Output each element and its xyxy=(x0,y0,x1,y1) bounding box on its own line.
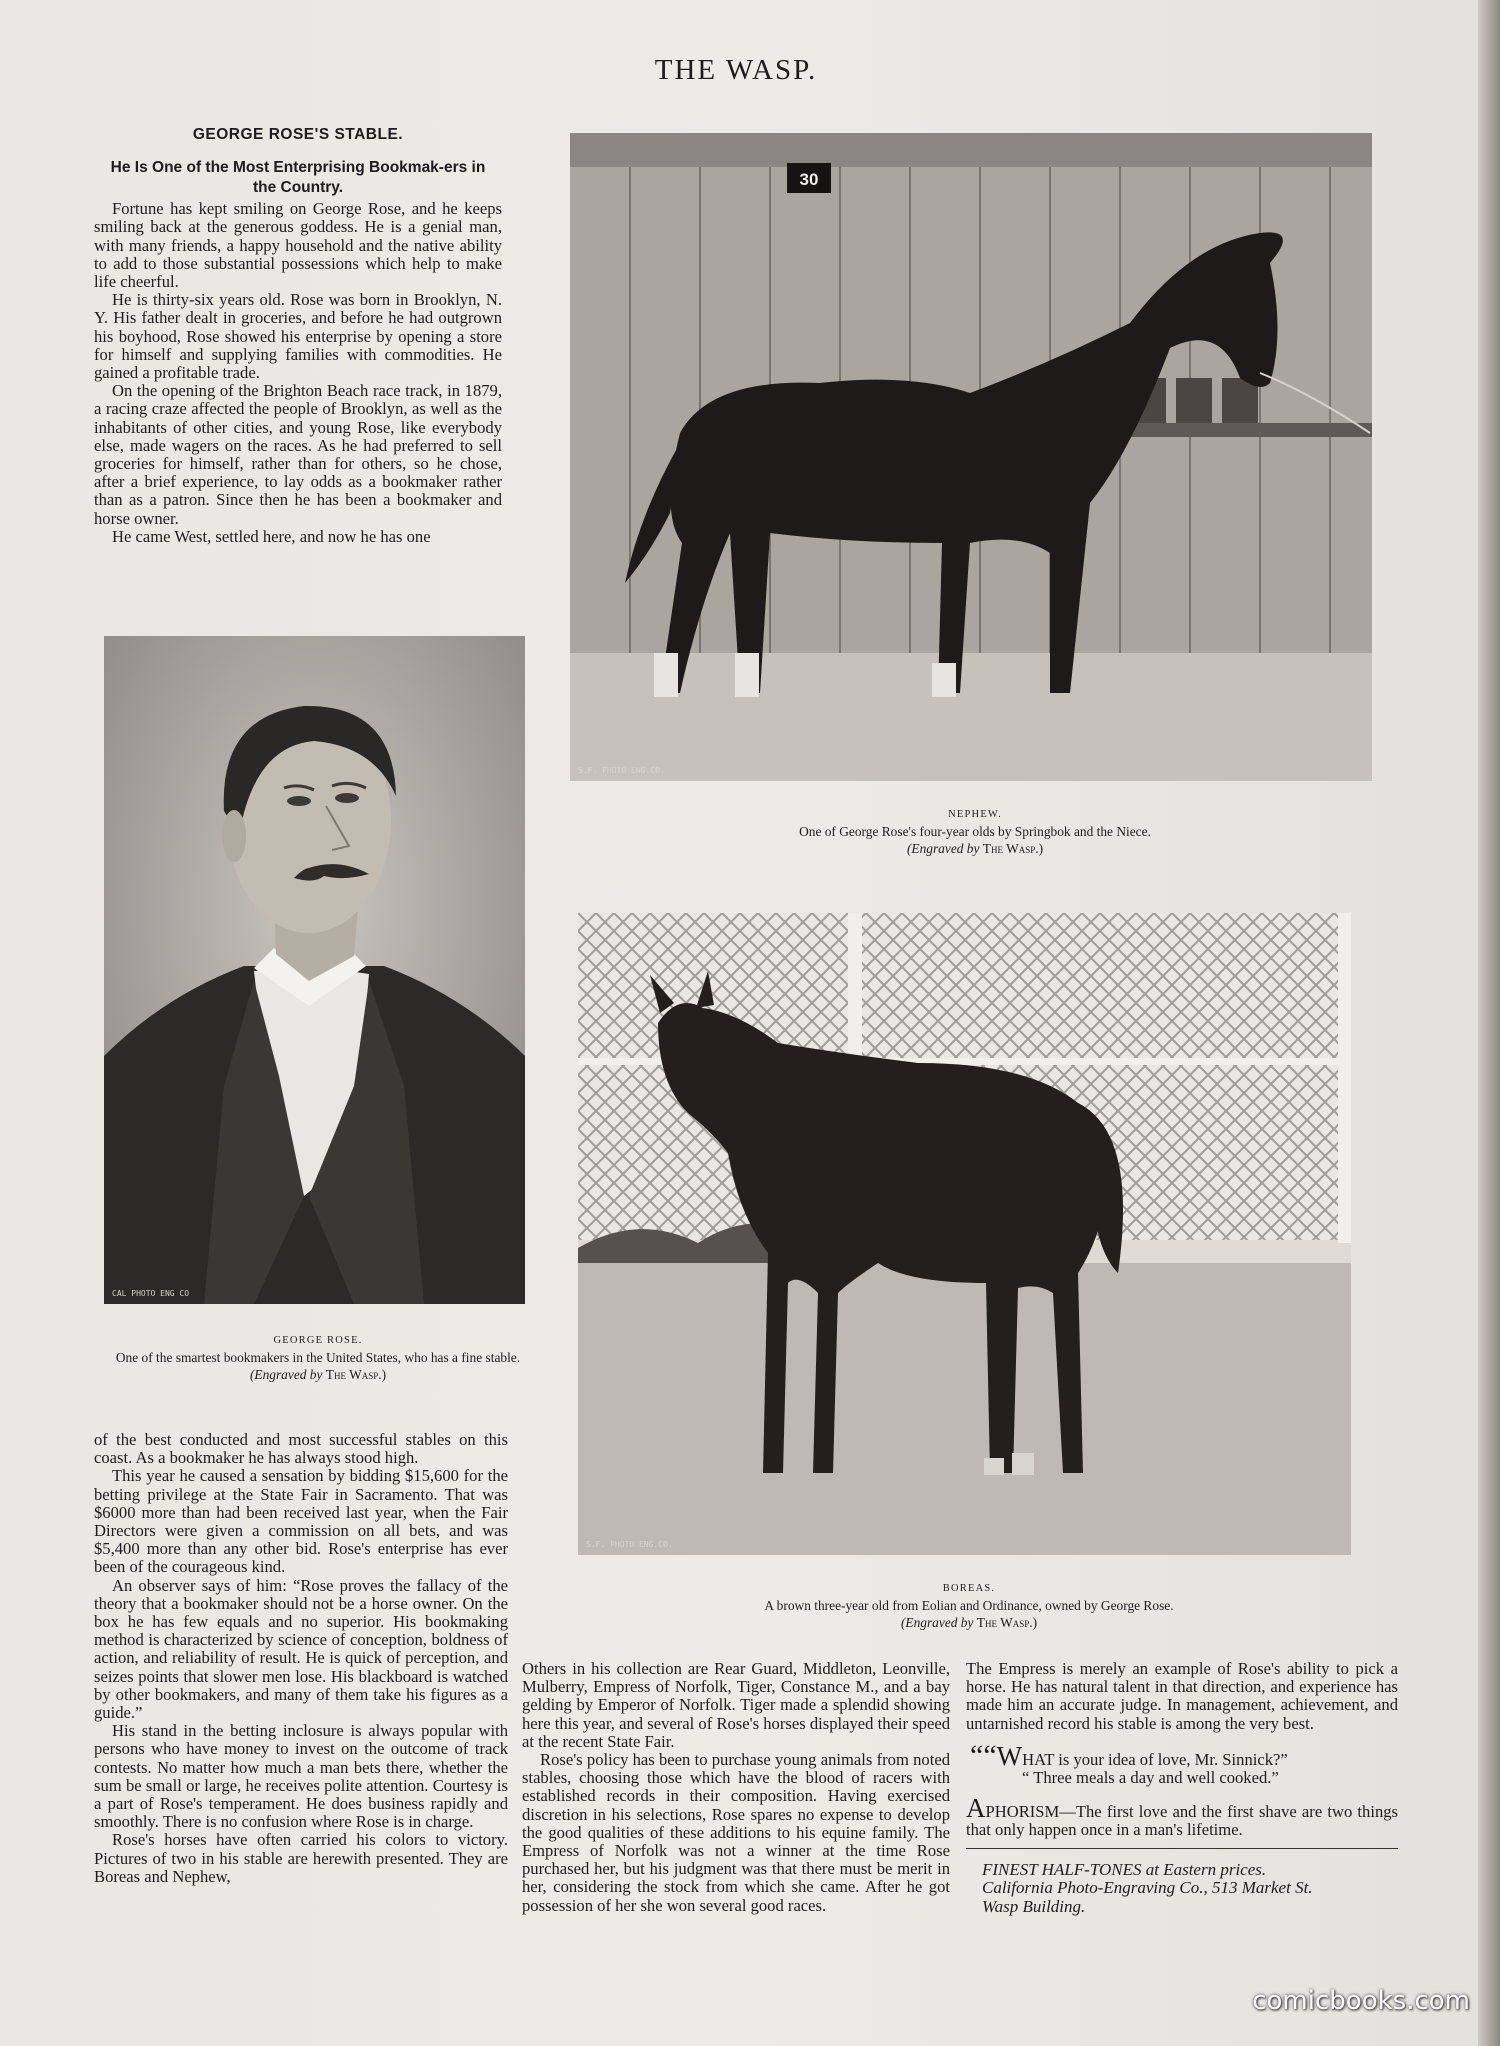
nephew-photo xyxy=(570,133,1372,781)
ad-line-2: California Photo-Engraving Co., 513 Market St. xyxy=(982,1878,1313,1898)
article-column-1-top xyxy=(94,126,502,546)
portrait-caption-title: GEORGE ROSE. xyxy=(273,1335,363,1346)
boreas-caption-line: A brown three-year old from Eolian and Ordinance, owned by George Rose. xyxy=(764,1598,1174,1613)
engraved-prefix: (Engraved by xyxy=(249,1367,326,1382)
paragraph: Rose's horses have often carried his colors to victory. Pictures of two in his stable are herewith presented. They are Boreas and Nephew, xyxy=(94,1830,508,1886)
engraved-prefix: (Engraved by xyxy=(906,841,983,856)
engraved-name: The Wasp. xyxy=(982,841,1039,856)
paragraph: Fortune has kept smiling on George Rose, and he keeps smiling back at the generous goddess. He is a genial man, with many friends, a happy household and the native ability to add to those substantial possessions which help to make life cheerful. xyxy=(94,199,502,292)
portrait-photo xyxy=(104,636,525,1304)
nephew-caption-engraved xyxy=(650,840,1300,857)
joke-line-2: “ Three meals a day and well cooked.” xyxy=(1022,1768,1279,1788)
aphorism-text: PHORISM—The first love and the first shave are two things that only happen once in a man's lifetime. xyxy=(966,1802,1398,1840)
nephew-caption-line: One of George Rose's four-year olds by Springbok and the Niece. xyxy=(799,824,1151,839)
portrait-caption xyxy=(80,1332,556,1383)
paragraph: Rose's policy has been to purchase young animals from noted stables, choosing those which have the blood of racers with established records in their composition. Having exercised discretion in his selections, Rose spares no expense to develop the good qualities of these additions to his equine family. The Empress of Norfolk was not a winner at the time Rose purchased her, but his judgment was that there must be merit in her, considering the stock from which she came. After he got possession of her she won several good races. xyxy=(522,1750,950,1915)
ad-block xyxy=(966,1848,1398,1917)
ad-line-3: Wasp Building. xyxy=(982,1896,1086,1916)
aphorism-dropcap: A xyxy=(966,1793,986,1824)
paragraph: On the opening of the Brighton Beach race track, in 1879, a racing craze affected the people of Brooklyn, as well as the inhabitants of other cities, and young Rose, like everybody else, made wagers on the races. As he had preferred to sell groceries for himself, rather than for others, so he chose, after a brief experience, to lay odds as a bookmaker rather than as a patron. Since then he has been a bookmaker and horse owner. xyxy=(94,381,502,528)
aphorism xyxy=(966,1793,1398,1840)
portrait-photo-credit: CAL PHOTO ENG CO xyxy=(112,1289,190,1298)
watermark: comicbooks.com xyxy=(1252,1986,1470,2016)
boreas-caption-engraved xyxy=(624,1614,1314,1631)
paragraph: Others in his collection are Rear Guard, Middleton, Leonville, Mulberry, Empress of Norfolk, Tiger, Constance M., and a bay gelding by Emperor of Norfolk. Tiger made a splendid showing here this year, and several of Rose's horses displayed their speed at the recent State Fair. xyxy=(522,1659,950,1751)
paragraph: An observer says of him: “Rose proves the fallacy of the theory that a bookmaker should not be a horse owner. On the box he has few equals and no superior. His bookmaking method is characterized by science of conception, boldness of action, and reliability of result. He is quick of perception, and seizes points that slower men lose. His blackboard is watched by other bookmakers, and many of them take his figures as a guide.” xyxy=(94,1575,508,1723)
boreas-caption-title: BOREAS. xyxy=(942,1583,996,1594)
page-edge-shadow xyxy=(1478,0,1500,2046)
engraved-suffix: ) xyxy=(1032,1615,1038,1630)
paragraph: of the best conducted and most successful stables on this coast. As a bookmaker he has always stood high. xyxy=(94,1430,508,1468)
article-subtitle: He Is One of the Most Enterprising Bookmak-ers in the Country. xyxy=(110,159,486,197)
engraved-name: The Wasp. xyxy=(976,1615,1033,1630)
open-quote: ““ xyxy=(970,1738,997,1772)
paragraph: He is thirty-six years old. Rose was born in Brooklyn, N. Y. His father dealt in groceries, and before he had outgrown his boyhood, Rose showed his enterprise by opening a store for himself and supplying families with commodities. He gained a profitable trade. xyxy=(94,290,502,383)
paragraph: The Empress is merely an example of Rose's ability to pick a horse. He has natural talent in that direction, and experience has made him an accurate judge. In management, achievement, and untarnished record his stable is among the very best. xyxy=(966,1659,1398,1733)
engraved-suffix: ) xyxy=(381,1367,387,1382)
engraved-suffix: ) xyxy=(1038,841,1044,856)
paragraph: This year he caused a sensation by bidding $15,600 for the betting privilege at the State Fair in Sacramento. That was $6000 more than had been received last year, when the Fair Directors were given a commission on all bets, and was $5,400 more than any other bid. Rose's enterprise has ever been of the courageous kind. xyxy=(94,1466,508,1577)
engraved-name: The Wasp. xyxy=(325,1367,382,1382)
boreas-photo-credit: S.F. PHOTO ENG.CO. xyxy=(586,1540,673,1549)
boreas-photo xyxy=(578,913,1351,1555)
stall-number: 30 xyxy=(799,170,819,189)
portrait-caption-engraved xyxy=(80,1366,556,1383)
engraved-prefix: (Engraved by xyxy=(900,1615,977,1630)
portrait-caption-line: One of the smartest bookmakers in the United States, who has a fine stable. xyxy=(115,1350,521,1365)
nephew-illustration xyxy=(570,133,1372,781)
article-title: GEORGE ROSE'S STABLE. xyxy=(192,126,404,143)
article-column-2 xyxy=(522,1660,950,1915)
joke xyxy=(966,1738,1398,1788)
joke-line-1 xyxy=(970,1738,1398,1772)
paragraph: He came West, settled here, and now he has one xyxy=(112,526,431,546)
joke-text: HAT is your idea of love, Mr. Sinnick?” xyxy=(1022,1749,1288,1769)
nephew-caption xyxy=(650,806,1300,857)
article-column-1-bottom xyxy=(94,1431,508,1886)
boreas-illustration xyxy=(578,913,1351,1555)
article-column-3 xyxy=(966,1660,1398,1916)
joke-dropcap: W xyxy=(996,1740,1023,1771)
nephew-photo-credit: S.F. PHOTO ENG.CO. xyxy=(578,766,665,775)
portrait-illustration xyxy=(104,636,525,1304)
masthead: THE WASP. xyxy=(654,54,818,86)
ad-line-1: FINEST HALF-TONES at Eastern prices. xyxy=(982,1859,1267,1879)
nephew-caption-title: NEPHEW. xyxy=(948,809,1002,820)
paragraph: His stand in the betting inclosure is always popular with persons who have money to invest on the outcome of track contests. No matter how much a man bets there, whether the sum be small or large, he receives polite attention. Courtesy is a part of Rose's temperament. He does business rapidly and smoothly. There is no confusion where Rose is in charge. xyxy=(94,1721,508,1832)
boreas-caption xyxy=(624,1580,1314,1631)
